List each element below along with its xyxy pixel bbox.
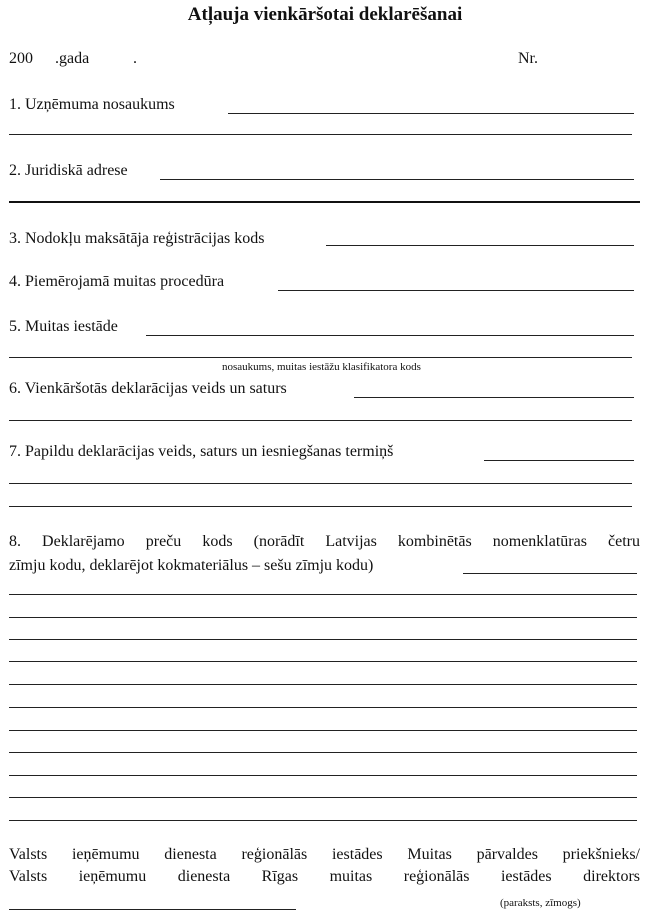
number-label: Nr. xyxy=(518,50,538,67)
goods-code-line[interactable] xyxy=(9,752,637,753)
goods-code-line[interactable] xyxy=(9,707,637,708)
field-goods-code-label-line2: zīmju kodu, deklarējot kokmateriālus – sešu zīmju kodu) xyxy=(9,557,374,574)
field-supplementary-declaration-line[interactable] xyxy=(484,460,634,461)
field-legal-address-label: 2. Juridiskā adrese xyxy=(9,162,128,179)
goods-code-line[interactable] xyxy=(9,684,637,685)
section-divider xyxy=(9,201,640,203)
field-supplementary-declaration-line-2[interactable] xyxy=(9,483,632,484)
field-tax-code-line[interactable] xyxy=(326,245,634,246)
signature-note: (paraksts, zīmogs) xyxy=(500,897,581,909)
field-supplementary-declaration-label: 7. Papildu deklarācijas veids, saturs un iesniegšanas termiņš xyxy=(9,443,394,460)
field-simplified-declaration-line-2[interactable] xyxy=(9,420,632,421)
field-customs-office-label: 5. Muitas iestāde xyxy=(9,318,118,335)
field-customs-office-note: nosaukums, muitas iestāžu klasifikatora kods xyxy=(222,361,421,373)
goods-code-line[interactable] xyxy=(9,594,637,595)
footer-authority-line1: Valsts ieņēmumu dienesta reģionālās iestādes Muitas pārvaldes priekšnieks/ xyxy=(9,846,640,863)
field-company-name-line[interactable] xyxy=(228,113,634,114)
field-goods-code-line[interactable] xyxy=(463,573,637,574)
goods-code-line[interactable] xyxy=(9,617,637,618)
field-simplified-declaration-label: 6. Vienkāršotās deklarācijas veids un saturs xyxy=(9,380,287,397)
goods-code-line[interactable] xyxy=(9,730,637,731)
goods-code-line[interactable] xyxy=(9,775,637,776)
year-suffix: .gada xyxy=(55,50,90,67)
footer-authority-line2: Valsts ieņēmumu dienesta Rīgas muitas reģionālās iestādes direktors xyxy=(9,868,640,885)
field-supplementary-declaration-line-3[interactable] xyxy=(9,506,632,507)
goods-code-line[interactable] xyxy=(9,661,637,662)
goods-code-line[interactable] xyxy=(9,820,637,821)
field-customs-procedure-line[interactable] xyxy=(278,290,634,291)
goods-code-line[interactable] xyxy=(9,797,637,798)
field-company-name-label: 1. Uzņēmuma nosaukums xyxy=(9,96,175,113)
page-title: Atļauja vienkāršotai deklarēšanai xyxy=(187,4,463,25)
field-simplified-declaration-line[interactable] xyxy=(354,397,634,398)
year-prefix: 200 xyxy=(9,50,33,67)
field-legal-address-line[interactable] xyxy=(160,179,634,180)
field-company-name-line-2[interactable] xyxy=(9,134,632,135)
goods-code-line[interactable] xyxy=(9,639,637,640)
signature-line[interactable] xyxy=(9,909,296,910)
field-customs-office-line-2[interactable] xyxy=(9,357,632,358)
field-customs-procedure-label: 4. Piemērojamā muitas procedūra xyxy=(9,273,225,290)
field-goods-code-label-line1: 8. Deklarējamo preču kods (norādīt Latvijas kombinētās nomenklatūras četru xyxy=(9,533,640,550)
date-dot: . xyxy=(133,50,137,67)
field-customs-office-line[interactable] xyxy=(146,335,634,336)
field-tax-code-label: 3. Nodokļu maksātāja reģistrācijas kods xyxy=(9,230,265,247)
